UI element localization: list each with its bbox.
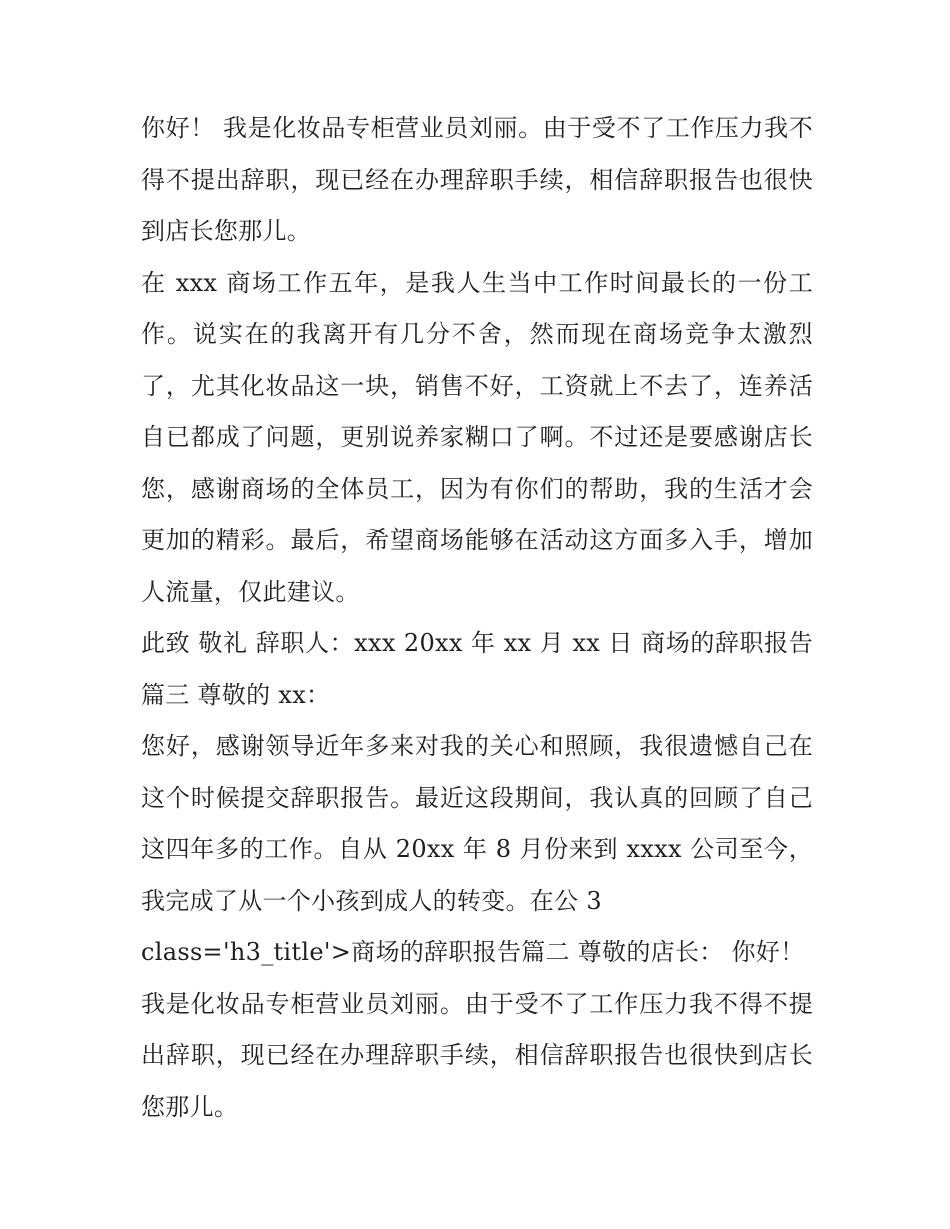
paragraph-greeting: 你好！ 我是化妆品专柜营业员刘丽。由于受不了工作压力我不得不提出辞职，现已经在办理辞职手续，相信辞职报告也很快到店长您那儿。 — [141, 114, 813, 245]
paragraph-closing-and-heading: 此致 敬礼 辞职人：xxx 20xx 年 xx 月 xx 日 商场的辞职报告篇三 尊敬的 xx： — [141, 629, 813, 709]
paragraph-resignation: 我是化妆品专柜营业员刘丽。由于受不了工作压力我不得不提出辞职，现已经在办理辞职手续，相信辞职报告也很快到店长您那儿。 — [141, 989, 813, 1121]
document-body — [141, 103, 813, 1133]
paragraph-work-history: 在 xxx 商场工作五年，是我人生当中工作时间最长的一份工作。说实在的我离开有几分不舍，然而现在商场竞争太激烈了，尤其化妆品这一块，销售不好，工资就上不去了，连养活自已都成了问题，更别说养家糊口了啊。不过还是要感谢店长您，感谢商场的全体员工，因为有你们的帮助，我的生活才会更加的精彩。最后，希望商场能够在活动这方面多入手，增加人流量，仅此建议。 — [141, 268, 813, 606]
paragraph-section-heading: class='h3_title'>商场的辞职报告篇二 尊敬的店长： 你好！ — [141, 938, 805, 966]
paragraph-thanks: 您好，感谢领导近年多来对我的关心和照顾，我很遗憾自己在这个时候提交辞职报告。最近这段期间，我认真的回顾了自己这四年多的工作。自从 20xx 年 8 月份来到 xxxx 公司至今，我完成了从一个小孩到成人的转变。在公 3 — [141, 732, 813, 915]
